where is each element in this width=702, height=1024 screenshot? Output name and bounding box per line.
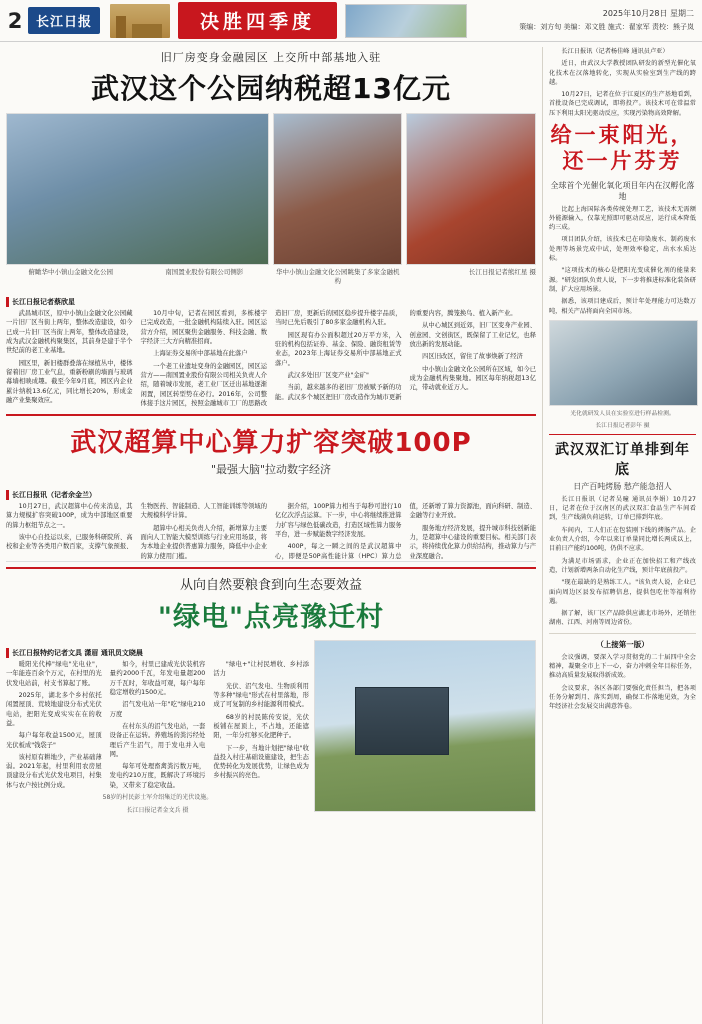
photo-caption-1: 俯瞰华中小镇山金融文化公园 (28, 268, 113, 276)
green-shoulder: 从向自然要粮食到向生态要效益 (179, 578, 362, 593)
page-columns (0, 42, 702, 1024)
lead-paragraph: 园区里，新旧楼群叠落在绿植丛中，楼体留着旧厂房工业气息，重新粉刷的墙面与玻璃幕墙相映成趣。截至今年9月底，园区内企业累计纳税13.6亿元，同比增长20%，形成金融产业集聚效应。 (6, 359, 133, 404)
lead-paragraph: 中小镇山金融文化公园所在区域，如今已成为金融机构集聚地。园区每年纳税超13亿元，带动就业近万人。 (409, 365, 536, 392)
mid-paragraph: 据介绍，100P算力相当于每秒可进行10亿亿次浮点运算。下一步，中心将继续推进算力扩容与绿色低碳改造，打造区域性算力服务平台，进一步赋能数字经济发展。 (275, 503, 402, 539)
mid-paragraph: 服务地方经济发展，提升城市科技创新能力，是超算中心建设的重要目标。相关部门表示，将持续优化算力供给结构，推动算力与产业深度融合。 (409, 524, 536, 560)
lead-paragraph: 10月中旬，记者在园区看到，多栋楼宇已完成改造，一批金融机构陆续入驻。园区运营方介绍，园区聚焦金融服务、科技金融、数字经济三大方向精准招商。 (140, 310, 267, 345)
lead-paragraph: 武昌城市区，原中小镇山金融文化公园藏一片旧厂区当街上两年，整体改造建设，如今已成一片旧厂区当街上两年，整体改造建设，成为武汉金融机构聚集区，其前身是建于半个世纪前的老工业基地。 (6, 310, 133, 355)
right-body (549, 205, 696, 316)
green-paragraph: 在村东头的沼气发电站，一套设备正在运转。养殖场的粪污经处理后产生沼气，用于发电并入电网。 (109, 722, 206, 758)
right-photo-caption: 光化就研发人员在实验室进行样品检测。 (570, 410, 675, 417)
green-photo (314, 640, 536, 812)
green-paragraph: 每年可处理畜禽粪污数万吨，发电约210万度，既解决了环境污染，又带来了稳定收益。 (109, 763, 206, 789)
right-photo-credit: 长江日报记者彭年 摄 (595, 422, 650, 429)
right-headline-2: 武汉双汇订单排到年底 (555, 441, 690, 478)
green-paragraph: 该村原有耕地少，产业基础薄弱。2021年起，村里利用农房屋顶建设分布式光伏发电项目，村集体与农户按比例分成。 (6, 753, 102, 789)
green-paragraph: 如今，村里已建成光伏装机容量约2000千瓦，年发电量超200万千瓦时，年收益可观，每户每年稳定增收约1500元。 (109, 661, 206, 696)
lead-paragraph: 当前，越来越多的老旧厂房被赋予新的功能。武汉多个城区把旧厂房改造作为城市更新的重要内容，腾笼换鸟、植入新产业。 (275, 310, 517, 401)
paper-logo: 长江日报 (28, 7, 100, 34)
mid-paragraph: 超算中心相关负责人介绍，新增算力主要面向人工智能大模型训练与行业应用场景，将为本地企业提供普惠算力服务，降低中小企业的算力使用门槛。 (140, 524, 267, 560)
right-paragraph: 会议强调，要深入学习贯彻党的二十届四中全会精神，凝聚全市上下一心，奋力冲刺全年目标任务，推动高质量发展取得新成效。 (549, 653, 696, 680)
lead-headline: 武汉这个公园纳税超13亿元 (91, 72, 451, 105)
green-body-top (6, 660, 309, 790)
right-divider (549, 434, 696, 435)
staff-line: 策编：刘方旬 美编：邓文胜 施式：翟家军 责校：熊子岚 (519, 23, 694, 32)
mid-paragraph: 该中心自投运以来，已服务科研院所、高校和企业等各类用户数百家，支撑气象预报、生物医药、智能制造、人工智能训练等领域的大规模科学计算。 (6, 503, 267, 551)
right-intro (549, 47, 696, 118)
lead-shoulder: 旧厂房变身金融园区 上交所中部基地入驻 (160, 51, 382, 64)
green-paragraph: 下一步，当地计划把"绿电"收益投入村庄基础设施建设，把生态优势转化为发展优势，让绿色成为乡村振兴的亮色。 (213, 744, 309, 780)
green-sub2-title: 沼气发电站一年"吃"绿电210万度 (109, 701, 206, 718)
lead-photo-captions (6, 267, 536, 285)
right-paragraph: 为满足市场需求，企业正在加快招工和产线改造，计划新增两条自动化生产线，预计年底前投产。 (549, 557, 696, 574)
green-photo-credit: 长江日报记者金文兵 摄 (126, 807, 189, 815)
mid-paragraph: 10月27日，武汉超算中心传来消息，其算力规模扩容突破100P，成为中部地区重要的算力枢纽节点之一。 (6, 503, 133, 529)
lead-byline: 长江日报记者蔡欣星 (6, 297, 75, 307)
lead-photo-2 (273, 113, 403, 265)
green-paragraph: 光伏、沼气发电、生物质利用等多种"绿电"形式在村里落地，形成了可复制的乡村能源利用模式。 (213, 682, 309, 709)
right-divider-2 (549, 633, 696, 634)
page-number: 2 (7, 8, 23, 33)
right-paragraph: "这项技术的核心是把阳光变成催化剂的能量来源。"研发团队负责人说，下一步将推进标准化装备研制，扩大应用场景。 (549, 267, 696, 293)
right-subheadline: 全球首个光催化氧化项目年内在汉孵化落地 (550, 180, 695, 201)
right-paragraph: 近日，由武汉大学教授团队研发的新型光催化氧化技术在汉落地转化，实现从实验室到生产线的跨越。 (549, 60, 696, 86)
mid-body (6, 502, 536, 561)
masthead-decoration-icon (110, 4, 170, 38)
continuation-note: （上接第一版） (596, 639, 649, 649)
issue-date: 2025年10月28日 星期二 (602, 9, 694, 19)
right-paragraph: 10月27日，记者在位于江夏区的生产基地看到，首批设备已完成调试，即将投产。该技术可在常温常压下利用太阳光驱动反应，实现污染物高效降解。 (549, 91, 696, 117)
lead-body (6, 309, 536, 408)
green-paragraph: 2025年，湖北多个乡村依托闲置屋顶、荒坡地建设分布式光伏电站，把阳光变成实实在在的收益。 (6, 691, 102, 727)
lead-photo-row (6, 113, 536, 265)
masthead (0, 0, 702, 42)
lead-photo-3 (406, 113, 536, 265)
green-paragraph: 暖阳光代棒"绿电"光电业"，一年能连百余个万元，在村里的光伏发电站前，村支书算起了账。 (6, 661, 102, 687)
lead-paragraph: 一个老工业遗址变身的金融园区，园区运营方——南国置业股份有限公司相关负责人介绍，随着城市发展，老工业厂区迁出基地逐渐闲置，园区转型势在必行。2016年，公司整体接手这片园区，按照金融城市工厂的思路改造旧厂房，更新后的园区稳步提升楼宇品质，当时已先后吸引了80多家金融机构入驻。 (140, 310, 402, 407)
mid-paragraph: 400P，每之一瞬之间的是武汉超算中心，即便是50P高性能计算（HPC）算力总值，还新增了算力资源池，面向科研、制造、金融等行业开放。 (275, 503, 536, 560)
right-paragraph: 比起上海国际各类传统处理工艺，该技术无需额外能源输入，仅靠光照即可驱动反应，运行成本降低约三成。 (549, 205, 696, 232)
green-paragraph: 68岁的村民陈传安说，光伏板铺在屋顶上，不占地，还能遮阳，一年分红够买化肥种子。 (213, 713, 309, 740)
mid-byline: 长江日报讯（记者余金兰） (6, 490, 96, 500)
green-sub3-title: "绿电+"让村民增收、乡村添活力 (213, 661, 309, 678)
right-paragraph: "现在最缺的是熟练工人。"该负责人说，企业已面向周边区县发布招聘信息，提供包吃住等福利待遇。 (549, 579, 696, 605)
main-column (6, 47, 536, 1024)
green-headline: "绿电"点亮豫迁村 (157, 602, 385, 633)
right-paragraph: 据了解，该厂区产品除供应湖北市场外，还销往湖南、江西、河南等周边省份。 (549, 610, 696, 627)
lead-sub1-title: 上海证券交易所中部基地在此落户 (153, 350, 248, 358)
green-photo-caption: 58岁的村民彭士军介绍集迁的光伏设施。 (102, 794, 213, 802)
green-byline: 长江日报特约记者文具 潇眉 通讯员文晓晨 (6, 648, 143, 658)
lead-paragraph: 园区现有办公面积超过20万平方米，入驻的机构包括证券、基金、保险、融资租赁等业态，2023年上海证券交易所中部基地正式落户。 (275, 331, 402, 367)
photo-caption-3: 华中小镇山金融文化公园眺集了多家金融机构 (276, 268, 400, 285)
green-sub1-title: 每户每年收益1500元，屋顶光伏板成"钱袋子" (6, 732, 102, 749)
section-divider (6, 567, 536, 569)
masthead-banner: 决胜四季度 (178, 2, 337, 39)
lead-paragraph: 从中心城区到近郊，旧厂区变身产业园、创意园、文创街区，既保留了工业记忆，也释放出新的发展动能。 (409, 322, 536, 348)
mid-story (6, 414, 536, 562)
right-paragraph: 项目团队介绍，该技术已在印染废水、制药废水处理等场景完成中试，处理效率稳定，出水水质达标。 (549, 236, 696, 263)
masthead-meta (519, 8, 696, 33)
lead-paragraph: 四区旧改区，留住了故事焕新了经济 (422, 353, 523, 361)
lead-photo-1 (6, 113, 269, 265)
lead-sub2-title: 武汉多处旧厂区变产业"金矿" (287, 371, 369, 379)
right-byline-2: 长江日报讯（记者吴曈 通讯员李娟）10月27日，记者在位于汉南区的武汉双汇食品生产车间看到，生产线满负荷运转，订单已排到年底。 (549, 495, 696, 522)
photo-caption-2: 南国置业股份有限公司侧影 (165, 268, 244, 276)
right-photo-1 (549, 320, 698, 406)
right-paragraph: 据悉，该项目建成后，预计年处理能力可达数万吨，相关产品将面向全国市场。 (549, 298, 696, 315)
right-paragraph: 会议要求，各区各部门要强化责任担当，把各项任务分解到月、落实到周，确保工作落地见效，为全年经济社会发展交出满意答卷。 (549, 684, 696, 711)
right-column (542, 47, 696, 1024)
right-paragraph: 车间内，工人们正在包装刚下线的烤肠产品。企业负责人介绍，今年以来订单量同比增长两成以上，目前日产能约100吨，仍供不应求。 (549, 526, 696, 553)
right-subheadline-2: 日产百吨烤肠 愁产能急招人 (573, 481, 672, 491)
right-footer-body (549, 653, 696, 712)
mid-subtitle: "最强大脑"拉动数字经济 (210, 463, 332, 477)
photo-credit: 长江日报记者熊红星 摄 (468, 268, 536, 276)
right-headline: 给一束阳光，还一片芬芳 (550, 123, 695, 174)
right-body-2 (549, 495, 696, 628)
mid-headline: 武汉超算中心算力扩容突破100P (70, 428, 472, 459)
right-byline: 长江日报讯（记者杨佳峰 通讯员卢亚） (561, 48, 669, 55)
masthead-photo (345, 4, 467, 38)
